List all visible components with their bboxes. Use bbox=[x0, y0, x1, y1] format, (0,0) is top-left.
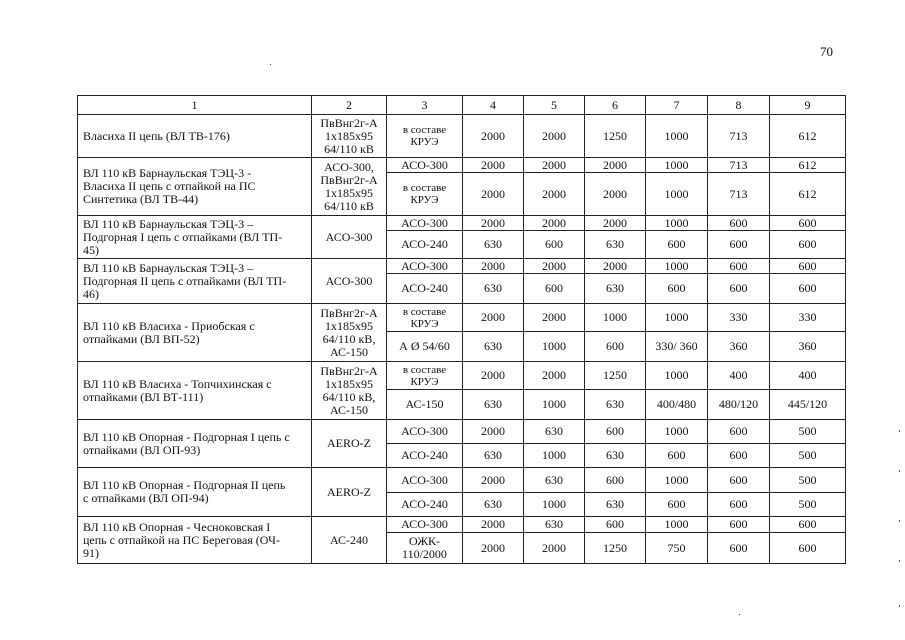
table-row bbox=[78, 420, 846, 444]
table-cell: ВЛ 110 кВ Барнаульская ТЭЦ-3 – Подгорная II цепь с отпайками (ВЛ ТП- 46) bbox=[78, 259, 312, 304]
table-cell: 1000 bbox=[524, 332, 585, 362]
table-cell: ПвВнг2г-А 1х185х95 64/110 кВ, АС-150 bbox=[312, 362, 387, 420]
table-cell: ВЛ 110 кВ Барнаульская ТЭЦ-3 - Власиха II цепь с отпайкой на ПС Синтетика (ВЛ ТВ-44) bbox=[78, 158, 312, 216]
table-row bbox=[78, 468, 846, 493]
table-cell: 600 bbox=[585, 332, 646, 362]
table-row bbox=[78, 362, 846, 390]
table-cell: 1000 bbox=[524, 493, 585, 517]
table-cell: 630 bbox=[463, 274, 524, 304]
table-cell: АСО-240 bbox=[387, 444, 463, 468]
table-cell: 600 bbox=[708, 216, 770, 231]
table-cell: 2000 bbox=[585, 158, 646, 173]
table-cell: ПвВнг2г-А 1х185х95 64/110 кВ, АС-150 bbox=[312, 304, 387, 362]
table-cell: ВЛ 110 кВ Опорная - Чесноковская I цепь с отпайкой на ПС Береговая (ОЧ- 91) bbox=[78, 517, 312, 564]
table-cell: 630 bbox=[585, 231, 646, 259]
page-number: 70 bbox=[820, 44, 833, 59]
table-cell: 1000 bbox=[646, 304, 708, 332]
table-cell: 2000 bbox=[463, 362, 524, 390]
table-cell: 612 bbox=[770, 158, 846, 173]
table-cell: 600 bbox=[770, 274, 846, 304]
table-cell: 2000 bbox=[524, 533, 585, 564]
table-cell: 1250 bbox=[585, 362, 646, 390]
table-cell: 600 bbox=[708, 420, 770, 444]
table-cell: 600 bbox=[646, 444, 708, 468]
table-cell: 600 bbox=[646, 231, 708, 259]
table-cell: 1000 bbox=[646, 115, 708, 158]
table-cell: 600 bbox=[770, 216, 846, 231]
table-cell: 630 bbox=[463, 332, 524, 362]
table-cell: 2000 bbox=[524, 115, 585, 158]
table-cell: 2000 bbox=[463, 259, 524, 274]
table-cell: 750 bbox=[646, 533, 708, 564]
table-cell: 600 bbox=[770, 231, 846, 259]
table-cell: 600 bbox=[708, 468, 770, 493]
table-cell: 600 bbox=[585, 517, 646, 533]
table-cell: в составе КРУЭ bbox=[387, 115, 463, 158]
table-cell: 1000 bbox=[585, 304, 646, 332]
table-cell: 600 bbox=[708, 493, 770, 517]
table-cell: ПвВнг2г-А 1х185х95 64/110 кВ bbox=[312, 115, 387, 158]
table-cell: ВЛ 110 кВ Опорная - Подгорная I цепь с отпайками (ВЛ ОП-93) bbox=[78, 420, 312, 468]
table-row bbox=[78, 216, 846, 231]
table-cell: ВЛ 110 кВ Барнаульская ТЭЦ-3 – Подгорная I цепь с отпайками (ВЛ ТП- 45) bbox=[78, 216, 312, 259]
table-cell: 600 bbox=[708, 444, 770, 468]
table-cell: 1000 bbox=[646, 259, 708, 274]
table-cell: 600 bbox=[708, 533, 770, 564]
table-cell: 600 bbox=[708, 231, 770, 259]
table-cell: 630 bbox=[585, 390, 646, 420]
header-cell: 6 bbox=[585, 96, 646, 115]
table-cell: 713 bbox=[708, 173, 770, 216]
table-cell: 1250 bbox=[585, 533, 646, 564]
table-cell: АСО-240 bbox=[387, 493, 463, 517]
table-cell: 2000 bbox=[524, 259, 585, 274]
header-cell: 7 bbox=[646, 96, 708, 115]
table-cell: 500 bbox=[770, 444, 846, 468]
table-cell: 2000 bbox=[463, 420, 524, 444]
table-cell: АСО-300 bbox=[387, 468, 463, 493]
table-cell: 2000 bbox=[463, 304, 524, 332]
table-cell: 600 bbox=[646, 493, 708, 517]
table-cell: 630 bbox=[585, 444, 646, 468]
header-cell: 9 bbox=[770, 96, 846, 115]
table-cell: 330/ 360 bbox=[646, 332, 708, 362]
table-cell: 600 bbox=[585, 420, 646, 444]
table-cell: 2000 bbox=[463, 468, 524, 493]
table-cell: 400 bbox=[770, 362, 846, 390]
table-cell: А Ø 54/60 bbox=[387, 332, 463, 362]
table-cell: АСО-240 bbox=[387, 231, 463, 259]
table-cell: 2000 bbox=[524, 158, 585, 173]
table-cell: 630 bbox=[463, 493, 524, 517]
table-cell: 330 bbox=[708, 304, 770, 332]
table-cell: AERO-Z bbox=[312, 468, 387, 517]
table-cell: 500 bbox=[770, 420, 846, 444]
table-cell: 2000 bbox=[463, 533, 524, 564]
table-cell: 2000 bbox=[585, 216, 646, 231]
table-cell: 360 bbox=[770, 332, 846, 362]
table-cell: 2000 bbox=[463, 517, 524, 533]
table-cell: 630 bbox=[524, 517, 585, 533]
table-cell: 1000 bbox=[646, 517, 708, 533]
table-cell: 500 bbox=[770, 493, 846, 517]
table-row bbox=[78, 158, 846, 173]
table-cell: 2000 bbox=[524, 173, 585, 216]
table-cell: 600 bbox=[770, 533, 846, 564]
table-cell: AERO-Z bbox=[312, 420, 387, 468]
table-row bbox=[78, 115, 846, 158]
table-cell: 445/120 bbox=[770, 390, 846, 420]
table-cell: АСО-300 bbox=[387, 259, 463, 274]
table-cell: ВЛ 110 кВ Власиха - Приобская с отпайками (ВЛ ВП-52) bbox=[78, 304, 312, 362]
table-cell: 630 bbox=[463, 444, 524, 468]
table-cell: 1000 bbox=[646, 173, 708, 216]
table-cell: ВЛ 110 кВ Власиха - Топчихинская с отпайками (ВЛ ВТ-111) bbox=[78, 362, 312, 420]
table-cell: 330 bbox=[770, 304, 846, 332]
header-cell: 8 bbox=[708, 96, 770, 115]
header-cell: 2 bbox=[312, 96, 387, 115]
table-cell: 1000 bbox=[646, 420, 708, 444]
table-cell: 1000 bbox=[524, 444, 585, 468]
table-cell: 600 bbox=[708, 274, 770, 304]
table-cell: 612 bbox=[770, 115, 846, 158]
table-row bbox=[78, 304, 846, 332]
table-cell: 600 bbox=[770, 517, 846, 533]
table-cell: АСО-300, ПвВнг2г-А 1х185х95 64/110 кВ bbox=[312, 158, 387, 216]
table-cell: 2000 bbox=[524, 362, 585, 390]
table-cell: 2000 bbox=[463, 216, 524, 231]
table-row bbox=[78, 259, 846, 274]
table-cell: в составе КРУЭ bbox=[387, 173, 463, 216]
table-cell: 600 bbox=[770, 259, 846, 274]
table-cell: 480/120 bbox=[708, 390, 770, 420]
table-cell: 630 bbox=[524, 468, 585, 493]
table-cell: в составе КРУЭ bbox=[387, 304, 463, 332]
table-cell: 400 bbox=[708, 362, 770, 390]
table-cell: АС-150 bbox=[387, 390, 463, 420]
table-cell: 1000 bbox=[646, 158, 708, 173]
table-cell: Власиха II цепь (ВЛ ТВ-176) bbox=[78, 115, 312, 158]
table-cell: 1000 bbox=[646, 216, 708, 231]
table-cell: 1250 bbox=[585, 115, 646, 158]
table-cell: 2000 bbox=[585, 173, 646, 216]
table-cell: АС-240 bbox=[312, 517, 387, 564]
header-row bbox=[78, 96, 846, 115]
table-cell: 2000 bbox=[463, 158, 524, 173]
table-cell: 630 bbox=[524, 420, 585, 444]
table-cell: 2000 bbox=[463, 173, 524, 216]
table-cell: ОЖК- 110/2000 bbox=[387, 533, 463, 564]
header-cell: 4 bbox=[463, 96, 524, 115]
table-cell: 630 bbox=[585, 493, 646, 517]
table-cell: 2000 bbox=[524, 304, 585, 332]
table-cell: 2000 bbox=[463, 115, 524, 158]
table-cell: 600 bbox=[708, 259, 770, 274]
table-cell: 630 bbox=[463, 231, 524, 259]
table-cell: 500 bbox=[770, 468, 846, 493]
table-cell: 1000 bbox=[646, 468, 708, 493]
table-cell: ВЛ 110 кВ Опорная - Подгорная II цепь с отпайками (ВЛ ОП-94) bbox=[78, 468, 312, 517]
capacity-table bbox=[77, 95, 846, 564]
table-cell: АСО-300 bbox=[312, 259, 387, 304]
table-cell: 2000 bbox=[585, 259, 646, 274]
table-cell: 400/480 bbox=[646, 390, 708, 420]
table-cell: 360 bbox=[708, 332, 770, 362]
table-cell: 600 bbox=[524, 274, 585, 304]
table-cell: в составе КРУЭ bbox=[387, 362, 463, 390]
table-cell: АСО-300 bbox=[387, 216, 463, 231]
header-cell: 1 bbox=[78, 96, 312, 115]
table-cell: АСО-300 bbox=[387, 158, 463, 173]
table-cell: АСО-300 bbox=[387, 517, 463, 533]
table-cell: 612 bbox=[770, 173, 846, 216]
table-cell: АСО-240 bbox=[387, 274, 463, 304]
header-cell: 3 bbox=[387, 96, 463, 115]
table-cell: 600 bbox=[708, 517, 770, 533]
table-cell: 630 bbox=[463, 390, 524, 420]
table-row bbox=[78, 517, 846, 533]
table-cell: 1000 bbox=[646, 362, 708, 390]
table-cell: 713 bbox=[708, 115, 770, 158]
table-cell: 600 bbox=[646, 274, 708, 304]
table-cell: 630 bbox=[585, 274, 646, 304]
table-cell: 600 bbox=[524, 231, 585, 259]
table-cell: 600 bbox=[585, 468, 646, 493]
table-cell: 2000 bbox=[524, 216, 585, 231]
table-cell: 1000 bbox=[524, 390, 585, 420]
header-cell: 5 bbox=[524, 96, 585, 115]
table-cell: АСО-300 bbox=[387, 420, 463, 444]
table-cell: АСО-300 bbox=[312, 216, 387, 259]
table-cell: 713 bbox=[708, 158, 770, 173]
